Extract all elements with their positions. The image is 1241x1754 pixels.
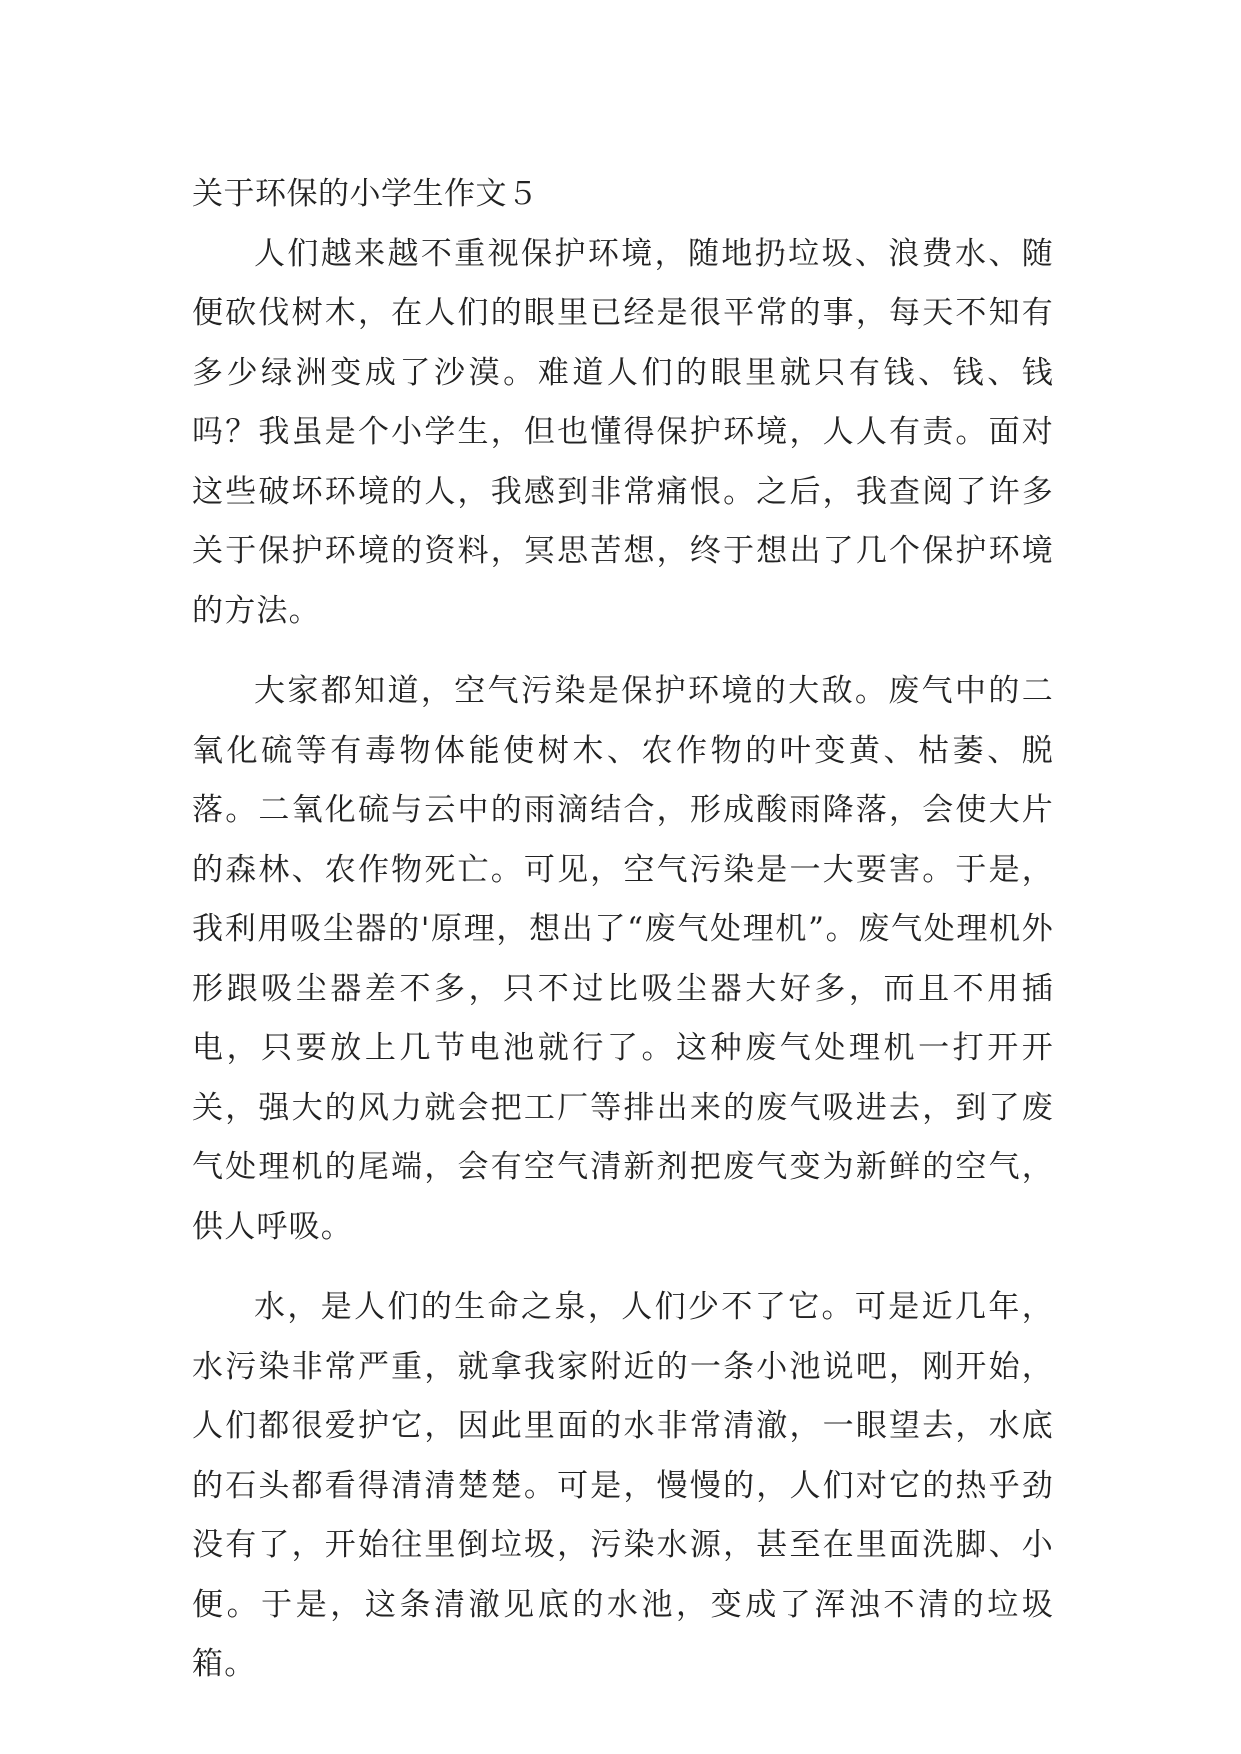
paragraph-air-pollution: 大家都知道，空气污染是保护环境的大敌。废气中的二氧化硫等有毒物体能使树木、农作物的叶变黄、枯萎、脱落。二氧化硫与云中的雨滴结合，形成酸雨降落，会使大片的森林、农作物死亡。可见，空气污染是一大要害。于是，我利用吸尘器的'原理，想出了“废气处理机”。废气处理机外形跟吸尘器差不多，只不过比吸尘器大好多，而且不用插电，只要放上几节电池就行了。这种废气处理机一打开开关，强大的风力就会把工厂等排出来的废气吸进去，到了废气处理机的尾端，会有空气清新剂把废气变为新鲜的空气，供人呼吸。 xyxy=(192,673,1054,1245)
paragraph-water-pollution: 水，是人们的生命之泉，人们少不了它。可是近几年，水污染非常严重，就拿我家附近的一条小池说吧，刚开始，人们都很爱护它，因此里面的水非常清澈，一眼望去，水底的石头都看得清清楚楚。可是，慢慢的，人们对它的热乎劲没有了，开始往里倒垃圾，污染水源，甚至在里面洗脚、小便。于是，这条清澈见底的水池，变成了浑浊不清的垃圾箱。 xyxy=(192,1289,1054,1682)
document-title: 关于环保的小学生作文５ xyxy=(192,176,539,212)
document-body xyxy=(192,165,1054,1695)
paragraph-intro: 人们越来越不重视保护环境，随地扔垃圾、浪费水、随便砍伐树木，在人们的眼里已经是很平常的事，每天不知有多少绿洲变成了沙漠。难道人们的眼里就只有钱、钱、钱吗？我虽是个小学生，但也懂得保护环境，人人有责。面对这些破坏环境的人，我感到非常痛恨。之后，我查阅了许多关于保护环境的资料，冥思苦想，终于想出了几个保护环境的方法。 xyxy=(192,235,1054,629)
